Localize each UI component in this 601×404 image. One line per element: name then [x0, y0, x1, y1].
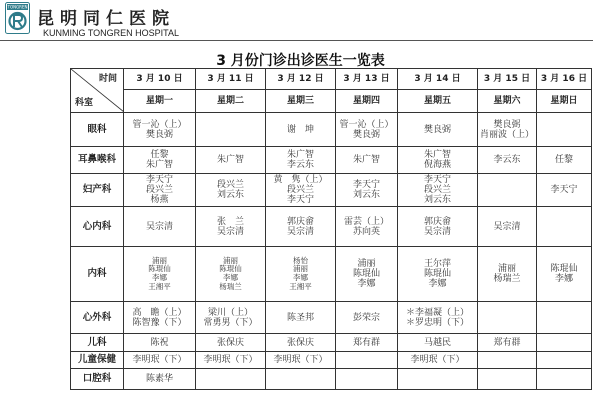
- schedule-cell: [537, 207, 592, 247]
- dept-name: 儿科: [71, 334, 124, 352]
- doctor-name: 杨怡: [293, 255, 308, 265]
- doctor-name: 陈祝: [150, 337, 169, 348]
- schedule-cell: [196, 113, 266, 147]
- doctor-name: 雷芸（上）: [343, 216, 389, 227]
- schedule-cell: [398, 334, 478, 352]
- header-divider: [0, 40, 593, 41]
- schedule-cell: [478, 247, 537, 302]
- doctor-name: 段兴兰: [216, 180, 244, 190]
- dept-name: 心内科: [71, 207, 124, 247]
- schedule-cell: [398, 147, 478, 174]
- schedule-cell: [266, 352, 336, 369]
- page-title: 3 月份门诊出诊医生一览表: [216, 53, 385, 69]
- schedule-row: [71, 334, 592, 352]
- schedule-cell: [196, 334, 266, 352]
- schedule-cell: [196, 369, 266, 390]
- doctor-name: 杨瑞兰: [219, 281, 242, 291]
- schedule-cell: [537, 113, 592, 147]
- doctor-name: 李天宁: [145, 175, 173, 185]
- schedule-cell: [537, 352, 592, 369]
- doctor-name: 谢 坤: [286, 124, 314, 135]
- schedule-cell: [478, 352, 537, 369]
- doctor-name: 李天宁: [286, 195, 314, 205]
- weekday-header: 星期六: [478, 90, 537, 113]
- doctor-name: 杨燕: [150, 195, 169, 205]
- doctor-name: 李天宁: [352, 180, 380, 190]
- doctor-name: 李云东: [286, 160, 314, 170]
- schedule-cell: [336, 207, 398, 247]
- doctor-name: 彭荣宗: [352, 312, 380, 323]
- doctor-name: 浦丽: [357, 259, 376, 269]
- schedule-cell: [124, 174, 196, 207]
- doctor-name: 李明珉（下）: [273, 355, 328, 365]
- doctor-name: 李娜: [223, 273, 238, 282]
- doctor-name: 高 瞻（上）: [132, 307, 187, 318]
- schedule-cell: [478, 369, 537, 390]
- doctor-name: ＊罗忠明（下）: [405, 317, 469, 328]
- schedule-cell: [336, 334, 398, 352]
- schedule-cell: [398, 302, 478, 334]
- time-label: 时间: [98, 74, 117, 84]
- doctor-name: 陈智豫（下）: [132, 317, 187, 328]
- schedule-cell: [336, 174, 398, 207]
- schedule-row: [71, 369, 592, 390]
- doctor-name: 刘云东: [216, 190, 244, 200]
- doctor-name: 李明珉（下）: [203, 355, 258, 365]
- schedule-cell: [266, 369, 336, 390]
- doctor-name: 李娜: [152, 273, 167, 282]
- doctor-name: 黄 隽（上）: [273, 175, 328, 185]
- schedule-row: [71, 247, 592, 302]
- schedule-cell: [124, 334, 196, 352]
- logo-text: TONGREN: [7, 4, 28, 10]
- doctor-name: 樊良弼: [423, 124, 451, 135]
- schedule-cell: [336, 247, 398, 302]
- schedule-cell: [336, 147, 398, 174]
- doctor-name: 陈琨仙: [219, 264, 242, 274]
- schedule-cell: [196, 247, 266, 302]
- corner-header: [71, 69, 124, 113]
- doctor-name: 杨瑞兰: [493, 274, 521, 284]
- doctor-name: 管一沁（上）: [339, 119, 394, 130]
- doctor-name: 常勇男（下）: [203, 317, 258, 328]
- dept-name: 心外科: [71, 302, 124, 334]
- schedule-cell: [537, 147, 592, 174]
- schedule-cell: [478, 334, 537, 352]
- doctor-name: ＊李福凝（上）: [405, 307, 469, 318]
- doctor-name: 樊良弼: [145, 129, 173, 140]
- doctor-name: 任黎: [554, 155, 573, 165]
- schedule-cell: [398, 247, 478, 302]
- doctor-name: 吴宗清: [145, 221, 173, 232]
- schedule-cell: [124, 247, 196, 302]
- date-header: 3 月 13 日: [336, 69, 398, 90]
- date-header: 3 月 15 日: [478, 69, 537, 90]
- schedule-cell: [266, 113, 336, 147]
- schedule-cell: [266, 302, 336, 334]
- doctor-name: 陈琨仙: [550, 264, 578, 274]
- schedule-cell: [196, 302, 266, 334]
- doctor-name: 朱广智: [286, 150, 314, 160]
- doctor-name: 李娜: [428, 279, 447, 289]
- doctor-name: 吴宗清: [423, 226, 451, 237]
- weekday-header: 星期一: [124, 90, 196, 113]
- doctor-name: 郑有群: [493, 337, 521, 348]
- schedule-cell: [336, 302, 398, 334]
- schedule-cell: [478, 207, 537, 247]
- date-header: 3 月 14 日: [398, 69, 478, 90]
- doctor-name: 李娜: [293, 273, 308, 282]
- doctor-name: 段兴兰: [423, 185, 451, 195]
- doctor-name: 马越民: [423, 337, 451, 348]
- schedule-cell: [124, 207, 196, 247]
- doctor-name: 管一沁（上）: [132, 119, 187, 130]
- doctor-name: 李明珉（下）: [410, 355, 465, 365]
- weekday-header: 星期五: [398, 90, 478, 113]
- schedule-row: [71, 207, 592, 247]
- doctor-name: 朱广智: [145, 160, 173, 170]
- date-header-row: [71, 69, 592, 90]
- schedule-cell: [398, 174, 478, 207]
- doctor-name: 陈琨仙: [352, 269, 380, 279]
- doctor-name: 陈圣邦: [286, 312, 314, 323]
- schedule-cell: [266, 334, 336, 352]
- schedule-body: [71, 113, 592, 390]
- schedule-cell: [478, 113, 537, 147]
- doctor-name: 陈琨仙: [423, 269, 451, 279]
- doctor-name: 朱广智: [423, 150, 451, 160]
- doctor-name: 陈琨仙: [148, 264, 171, 274]
- doctor-name: 刘云东: [352, 190, 380, 200]
- weekday-header: 星期日: [537, 90, 592, 113]
- doctor-name: 郑有群: [352, 337, 380, 348]
- doctor-name: 郭庆畲: [423, 216, 451, 227]
- date-header: 3 月 10 日: [124, 69, 196, 90]
- doctor-name: 李天宁: [550, 185, 578, 195]
- schedule-row: [71, 352, 592, 369]
- schedule-table: [70, 68, 592, 390]
- doctor-name: 樊良弼: [493, 119, 521, 130]
- doctor-name: 张 兰: [216, 216, 244, 227]
- weekday-header-row: [71, 90, 592, 113]
- dept-name: 妇产科: [71, 174, 124, 207]
- schedule-cell: [537, 247, 592, 302]
- doctor-name: 张保庆: [286, 337, 314, 348]
- schedule-cell: [537, 334, 592, 352]
- schedule-cell: [478, 174, 537, 207]
- hospital-logo-icon: [5, 2, 30, 34]
- doctor-name: 朱广智: [352, 155, 380, 165]
- schedule-cell: [398, 352, 478, 369]
- schedule-cell: [196, 174, 266, 207]
- doctor-name: 刘云东: [423, 195, 451, 205]
- doctor-name: 李娜: [554, 274, 573, 284]
- schedule-cell: [196, 147, 266, 174]
- schedule-cell: [336, 113, 398, 147]
- schedule-cell: [196, 207, 266, 247]
- schedule-row: [71, 113, 592, 147]
- schedule-cell: [478, 147, 537, 174]
- doctor-name: 浦丽: [293, 264, 308, 274]
- doctor-name: 王湘平: [289, 281, 312, 291]
- schedule-cell: [398, 113, 478, 147]
- doctor-name: 浦丽: [497, 264, 516, 274]
- doctor-name: 浦丽: [223, 255, 238, 265]
- schedule-cell: [537, 369, 592, 390]
- doctor-name: 段兴兰: [286, 185, 314, 195]
- doctor-name: 吴宗清: [286, 226, 314, 237]
- dept-name: 眼科: [71, 113, 124, 147]
- schedule-cell: [124, 113, 196, 147]
- schedule-cell: [196, 352, 266, 369]
- schedule-cell: [398, 207, 478, 247]
- schedule-cell: [336, 352, 398, 369]
- doctor-name: 苏向英: [352, 226, 380, 237]
- doctor-name: 郭庆畲: [286, 216, 314, 227]
- doctor-name: 梁川（上）: [207, 307, 253, 318]
- weekday-header: 星期四: [336, 90, 398, 113]
- schedule-cell: [478, 302, 537, 334]
- hospital-name-cn: 昆明同仁医院: [37, 9, 175, 29]
- schedule-row: [71, 147, 592, 174]
- doctor-name: 樊良弼: [352, 129, 380, 140]
- doctor-name: 李云东: [493, 155, 521, 165]
- schedule-cell: [266, 207, 336, 247]
- doctor-name: 倪海燕: [423, 160, 451, 170]
- dept-name: 内科: [71, 247, 124, 302]
- dept-name: 口腔科: [71, 369, 124, 390]
- doctor-name: 王湘平: [148, 281, 171, 291]
- schedule-cell: [266, 174, 336, 207]
- schedule-cell: [124, 369, 196, 390]
- doctor-name: 段兴兰: [145, 185, 173, 195]
- schedule-row: [71, 174, 592, 207]
- schedule-cell: [336, 369, 398, 390]
- schedule-cell: [124, 302, 196, 334]
- weekday-header: 星期二: [196, 90, 266, 113]
- doctor-name: 李明珉（下）: [132, 355, 187, 365]
- schedule-cell: [398, 369, 478, 390]
- schedule-cell: [537, 302, 592, 334]
- doctor-name: 肖丽波（上）: [479, 129, 534, 140]
- hospital-name-en: KUNMING TONGREN HOSPITAL: [43, 28, 180, 38]
- doctor-name: 王尔萍: [423, 259, 451, 269]
- dept-label: 科室: [75, 98, 94, 108]
- doctor-name: 吴宗清: [216, 226, 244, 237]
- date-header: 3 月 11 日: [196, 69, 266, 90]
- weekday-header: 星期三: [266, 90, 336, 113]
- schedule-cell: [266, 247, 336, 302]
- doctor-name: 浦丽: [152, 255, 167, 265]
- dept-name: 儿童保健: [71, 352, 124, 369]
- date-header: 3 月 16 日: [537, 69, 592, 90]
- schedule-cell: [124, 352, 196, 369]
- doctor-name: 李娜: [357, 279, 376, 289]
- doctor-name: 朱广智: [216, 155, 244, 165]
- doctor-name: 李天宁: [423, 175, 451, 185]
- schedule-row: [71, 302, 592, 334]
- schedule-cell: [124, 147, 196, 174]
- doctor-name: 张保庆: [216, 337, 244, 348]
- doctor-name: 任黎: [150, 150, 169, 160]
- doctor-name: 陈素华: [145, 374, 173, 384]
- schedule-cell: [537, 174, 592, 207]
- doctor-name: 吴宗清: [493, 221, 521, 232]
- dept-name: 耳鼻喉科: [71, 147, 124, 174]
- schedule-cell: [266, 147, 336, 174]
- date-header: 3 月 12 日: [266, 69, 336, 90]
